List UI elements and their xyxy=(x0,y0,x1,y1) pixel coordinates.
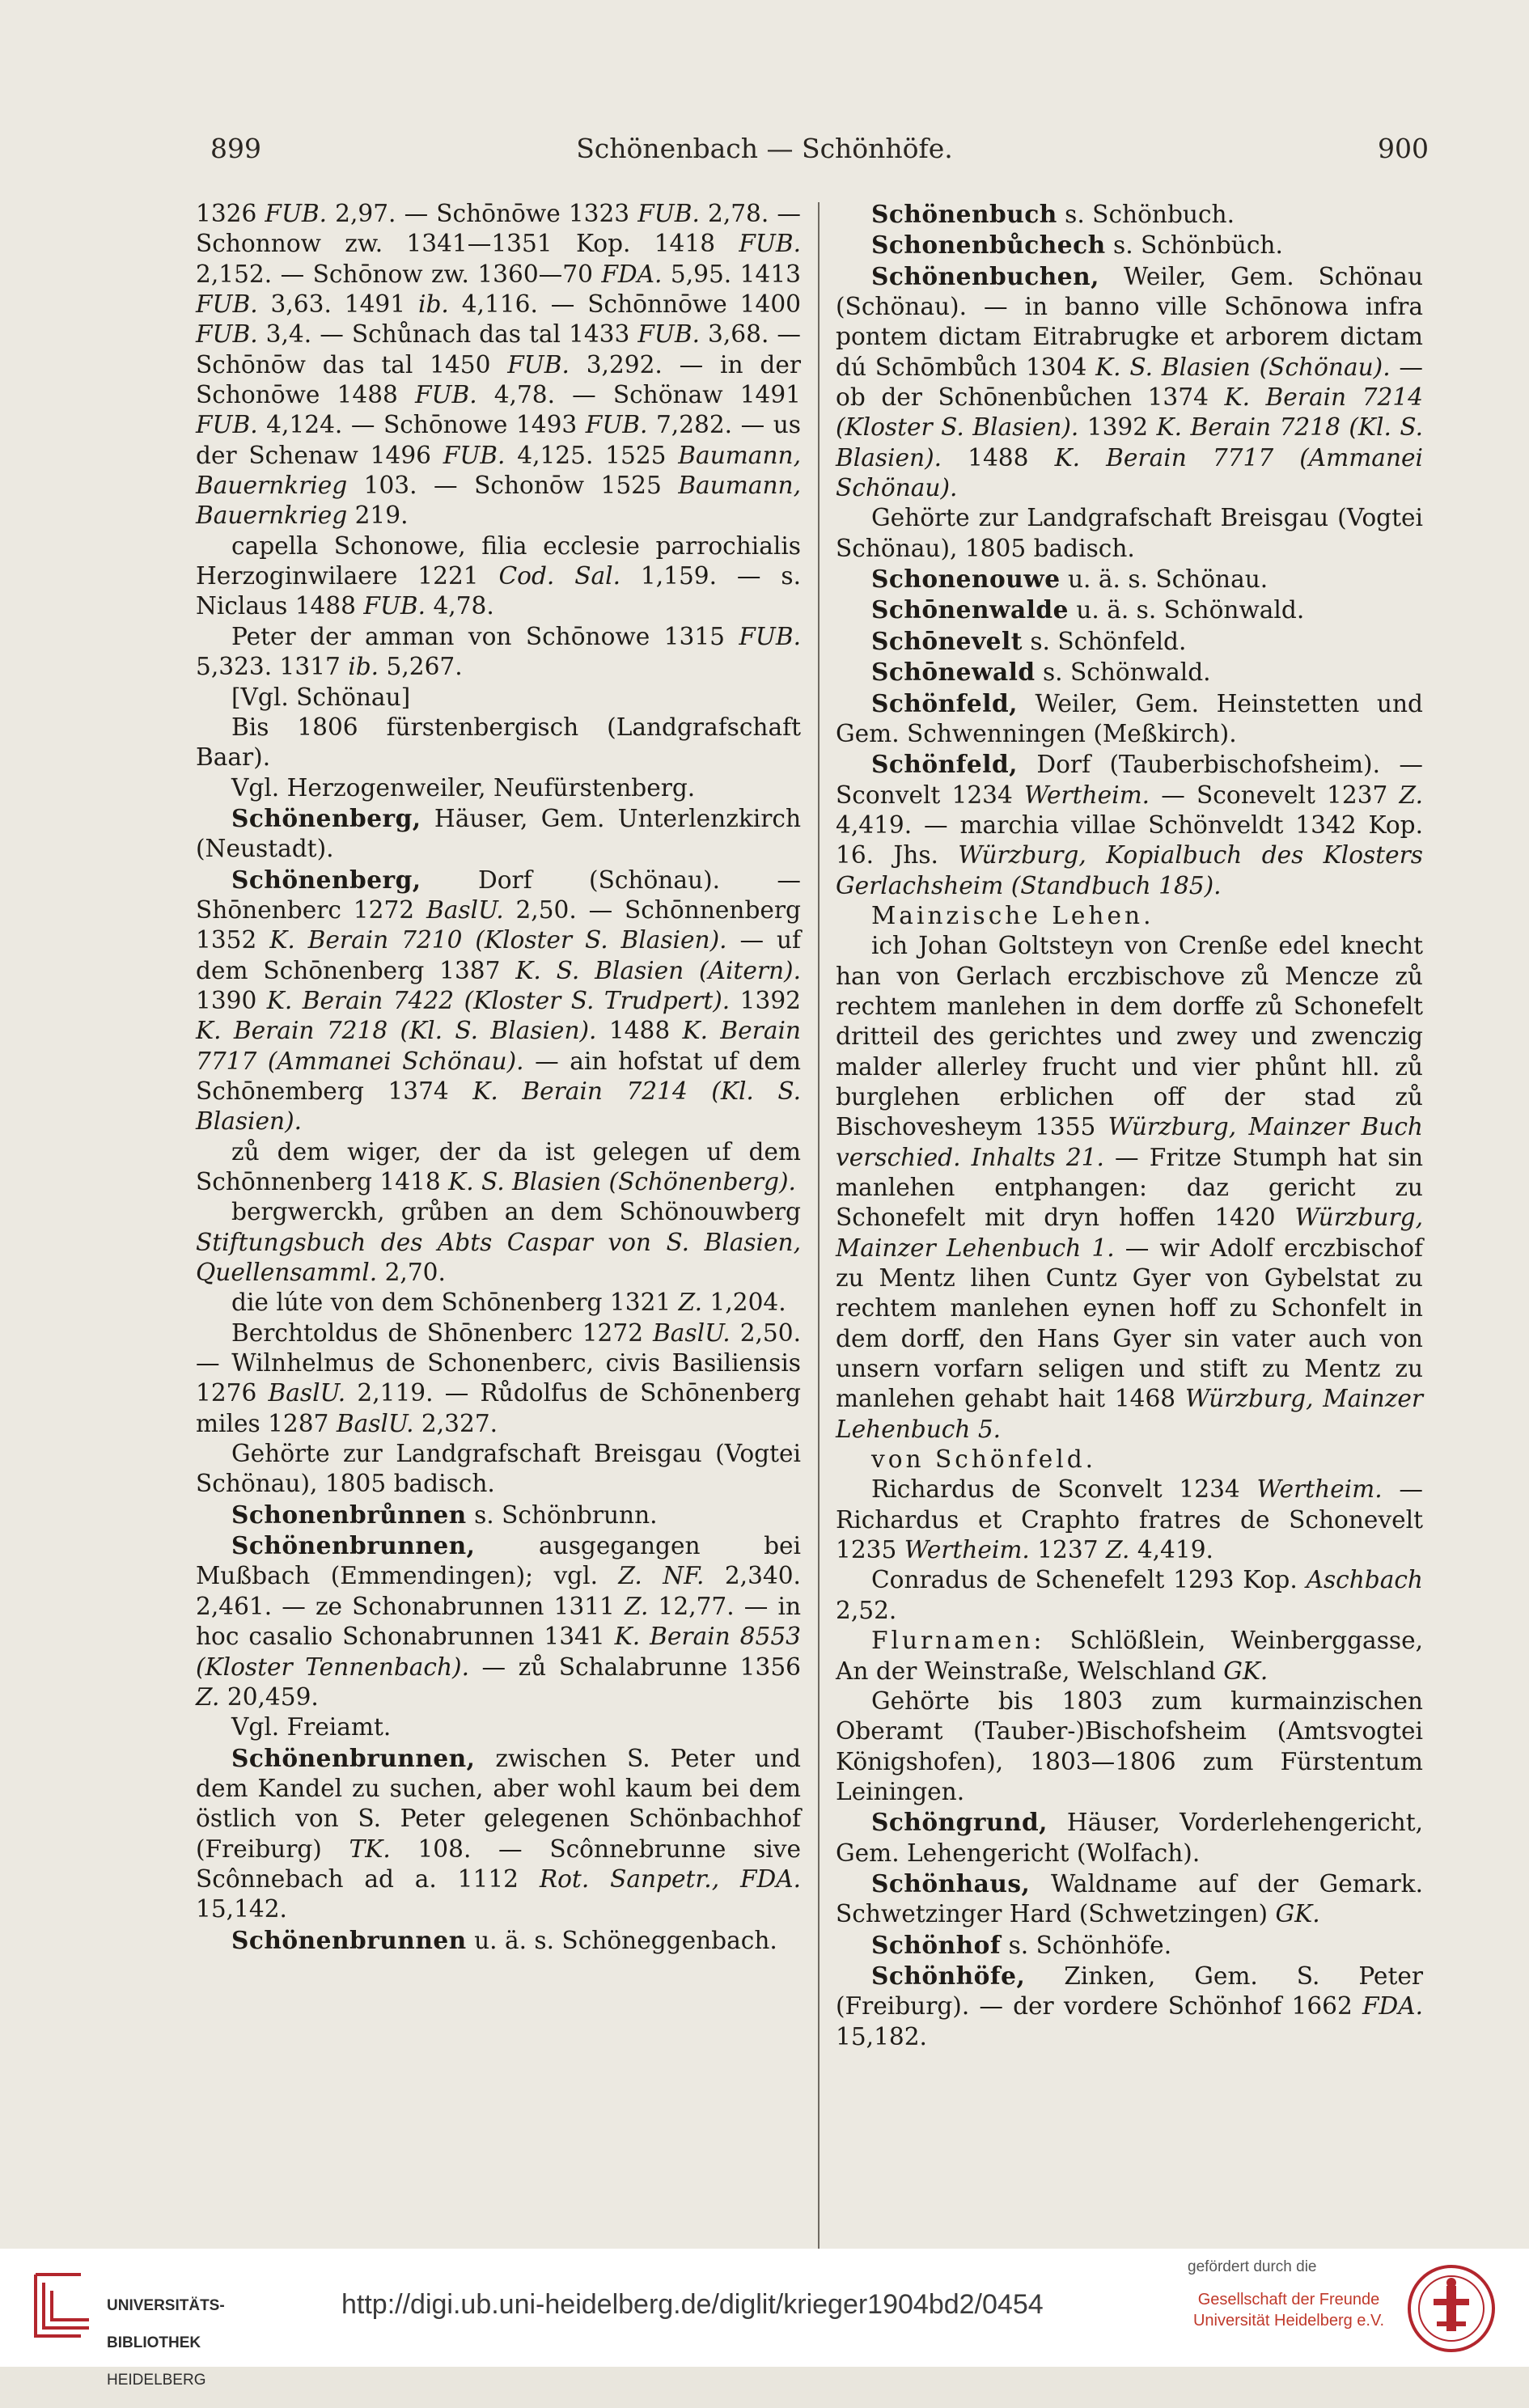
right-column-entry: Schönhaus, Waldname auf der Gemark. Schwetzinger Hard (Schwetzingen) GK. xyxy=(836,1868,1423,1928)
left-column-entry: Schonenbrůnnen s. Schönbrunn. xyxy=(231,1500,658,1529)
left-column xyxy=(196,199,801,1956)
right-column-entry: Schonenouwe u. ä. s. Schönau. xyxy=(871,565,1269,594)
right-column-entry: Schönfeld, Dorf (Tauberbischofsheim). — Sconvelt 1234 Wertheim. — Sconevelt 1237 Z. 4,419. — marchia villae Schönveldt 1342 Kop. 16. Jhs. Würzburg, Kopialbuch des Klosters Gerlachsheim (Standbuch 185). xyxy=(836,750,1423,899)
right-column-entry: Schönhöfe, Zinken, Gem. S. Peter (Freiburg). — der vordere Schönhof 1662 FDA. 15,182. xyxy=(836,1961,1423,2050)
left-column-entry: Schönenberg, Häuser, Gem. Unterlenzkirch (Neustadt). xyxy=(196,803,801,863)
left-column-entry: Schönenberg, Dorf (Schönau). — Shōnenberc 1272 BaslU. 2,50. — Schōnnenberg 1352 K. Berain 7210 (Kloster S. Blasien). — uf dem Schōnenberg 1387 K. S. Blasien (Aitern). 1390 K. Berain 7422 (Kloster S. Trudpert). 1392 K. Berain 7218 (Kl. S. Blasien). 1488 K. Berain 7717 (Ammanei Schönau). — ain hofstat uf dem Schōnemberg 1374 K. Berain 7214 (Kl. S. Blasien). xyxy=(196,865,801,1136)
left-column-entry: zů dem wiger, der da ist gelegen uf dem Schōnnenberg 1418 K. S. Blasien (Schönenberg). xyxy=(196,1137,801,1196)
column-divider xyxy=(818,202,820,2273)
left-column-entry: Berchtoldus de Shōnenberc 1272 BaslU. 2,50. — Wilnhelmus de Schonenberc, civis Basiliensis 1276 BaslU. 2,119. — Růdolfus de Schōnenberg miles 1287 BaslU. 2,327. xyxy=(196,1318,801,1437)
right-column-entry: Schönfeld, Weiler, Gem. Heinstetten und Gem. Schwenningen (Meßkirch). xyxy=(836,688,1423,747)
left-column-entry: Schönenbrunnen u. ä. s. Schöneggenbach. xyxy=(231,1925,777,1954)
right-column-entry: Flurnamen: Schlößlein, Weinberggasse, An der Weinstraße, Welschland GK. xyxy=(836,1627,1423,1685)
right-column xyxy=(836,199,1423,2052)
sponsor-name xyxy=(1188,2289,1390,2331)
sponsor-name-line: Gesellschaft der Freunde xyxy=(1197,2291,1380,2309)
right-column-entry: Schōnevelt s. Schönfeld. xyxy=(871,626,1187,655)
library-name-line: HEIDELBERG xyxy=(107,2372,206,2389)
page-number-left: 899 xyxy=(210,133,261,164)
library-name xyxy=(107,2278,225,2408)
sponsor-name-line: Universität Heidelberg e.V. xyxy=(1192,2312,1385,2330)
left-column-entry: Vgl. Herzogenweiler, Neufürstenberg. xyxy=(231,773,696,802)
ub-heidelberg-logo-icon[interactable] xyxy=(19,2266,97,2344)
left-column-entry: Vgl. Freiamt. xyxy=(231,1713,392,1741)
right-column-entry: Schönenbuchen, Weiler, Gem. Schönau (Schönau). — in banno ville Schōnowa infra pontem dictam Eitrabrugke et arborem dictam dú Schōmbůch 1304 K. S. Blasien (Schönau). — ob der Schōnenbůchen 1374 K. Berain 7214 (Kloster S. Blasien). 1392 K. Berain 7218 (Kl. S. Blasien). 1488 K. Berain 7717 (Ammanei Schönau). xyxy=(836,261,1423,502)
right-column-entry: von Schönfeld. xyxy=(871,1445,1097,1474)
left-column-entry: Schönenbrunnen, ausgegangen bei Mußbach (Emmendingen); vgl. Z. NF. 2,340. 2,461. — ze Schonabrunnen 1311 Z. 12,77. — in hoc casalio Schonabrunnen 1341 K. Berain 8553 (Kloster Tennenbach). — zů Schalabrunne 1356 Z. 20,459. xyxy=(196,1531,801,1711)
library-name-line: BIBLIOTHEK xyxy=(107,2334,201,2351)
left-column-entry: Peter der amman von Schōnowe 1315 FUB. 5,323. 1317 ib. 5,267. xyxy=(196,622,801,681)
right-column-entry: Schonenbůchech s. Schönbüch. xyxy=(871,231,1283,260)
right-column-entry: Gehörte bis 1803 zum kurmainzischen Oberamt (Tauber-)Bischofsheim (Amtsvogtei Königshofen), 1803—1806 zum Fürstentum Leiningen. xyxy=(836,1686,1423,1805)
left-column-entry: [Vgl. Schönau] xyxy=(231,683,411,711)
left-column-entry: die lúte von dem Schōnenberg 1321 Z. 1,204. xyxy=(231,1289,786,1317)
left-column-entry: capella Schonowe, filia ecclesie parrochialis Herzoginwilaere 1221 Cod. Sal. 1,159. — s. Niclaus 1488 FUB. 4,78. xyxy=(196,531,801,620)
right-column-entry: ich Johan Goltsteyn von Crenße edel knecht han von Gerlach erczbischove zů Mencze zů rechtem manlehen in dem dorffe zů Schonefelt dritteil des gerichtes und zwey und zwenczig malder allerley frucht und vier phůnt hll. zů burglehen erblichen off der stad zů Bischovesheym 1355 Würzburg, Mainzer Buch verschied. Inhalts 21. — Fritze Stumph hat sin manlehen entphangen: daz gericht zu Schonefelt mit dryn hoffen 1420 Würzburg, Mainzer Lehenbuch 1. — wir Adolf erczbischof zu Mentz lihen Cuntz Gyer von Gybelstat zu rechtem manlehen eynen hoff zu Schonfelt in dem dorff, den Hans Gyer sin vater auch von unsern vorfarn seligen und stift zu Mentz zu manlehen gehabt hait 1468 Würzburg, Mainzer Lehenbuch 5. xyxy=(836,932,1424,1443)
page-number-right: 900 xyxy=(1378,133,1429,164)
right-column-entry: Mainzische Lehen. xyxy=(871,901,1154,929)
right-column-entry: Schöngrund, Häuser, Vorderlehengericht, Gem. Lehengericht (Wolfach). xyxy=(836,1808,1423,1867)
sponsor-note: gefördert durch die xyxy=(1188,2258,1317,2275)
right-column-entry: Richardus de Sconvelt 1234 Wertheim. — Richardus et Craphto fratres de Schonevelt 1235 Wertheim. 1237 Z. 4,419. xyxy=(836,1475,1423,1564)
right-column-entry: Schōnewald s. Schönwald. xyxy=(871,658,1211,687)
right-column-entry: Conradus de Schenefelt 1293 Kop. Aschbach 2,52. xyxy=(836,1566,1423,1624)
left-column-entry: bergwerckh, grůben an dem Schönouwberg Stiftungsbuch des Abts Caspar von S. Blasien, Quellensamml. 2,70. xyxy=(196,1198,801,1287)
left-column-entry: Schönenbrunnen, zwischen S. Peter und dem Kandel zu suchen, aber wohl kaum bei dem östlich von S. Peter gelegenen Schönbachhof (Freiburg) TK. 108. — Scônnebrunne sive Scônnebach ad a. 1112 Rot. Sanpetr., FDA. 15,142. xyxy=(196,1743,801,1923)
left-column-entry: Bis 1806 fürstenbergisch (Landgrafschaft Baar). xyxy=(196,713,801,772)
right-column-entry: Schönenbuch s. Schönbuch. xyxy=(871,200,1235,228)
left-column-entry: 1326 FUB. 2,97. — Schōnōwe 1323 FUB. 2,78. — Schonnow zw. 1341—1351 Kop. 1418 FUB. 2,152. — Schōnow zw. 1360—70 FDA. 5,95. 1413 FUB. 3,63. 1491 ib. 4,116. — Schōnnōwe 1400 FUB. 3,4. — Schůnach das tal 1433 FUB. 3,68. — Schōnōw das tal 1450 FUB. 3,292. — in der Schonōwe 1488 FUB. 4,78. — Schönaw 1491 FUB. 4,124. — Schōnowe 1493 FUB. 7,282. — us der Schenaw 1496 FUB. 4,125. 1525 Baumann, Bauernkrieg 103. — Schonōw 1525 Baumann, Bauernkrieg 219. xyxy=(196,200,802,530)
university-seal-icon xyxy=(1406,2263,1497,2354)
right-column-entry: Schönhof s. Schönhöfe. xyxy=(871,1930,1172,1959)
running-title: Schönenbach — Schönhöfe. xyxy=(576,133,953,164)
right-column-entry: Gehörte zur Landgrafschaft Breisgau (Vogtei Schönau), 1805 badisch. xyxy=(836,504,1423,562)
left-column-entry: Gehörte zur Landgrafschaft Breisgau (Vogtei Schönau), 1805 badisch. xyxy=(196,1440,801,1498)
permalink-url[interactable]: http://digi.ub.uni-heidelberg.de/diglit/krieger1904bd2/0454 xyxy=(341,2289,1044,2320)
right-column-entry: Schōnenwalde u. ä. s. Schönwald. xyxy=(871,595,1305,624)
library-name-line: UNIVERSITÄTS- xyxy=(107,2297,225,2314)
digitization-footer xyxy=(0,2249,1529,2389)
